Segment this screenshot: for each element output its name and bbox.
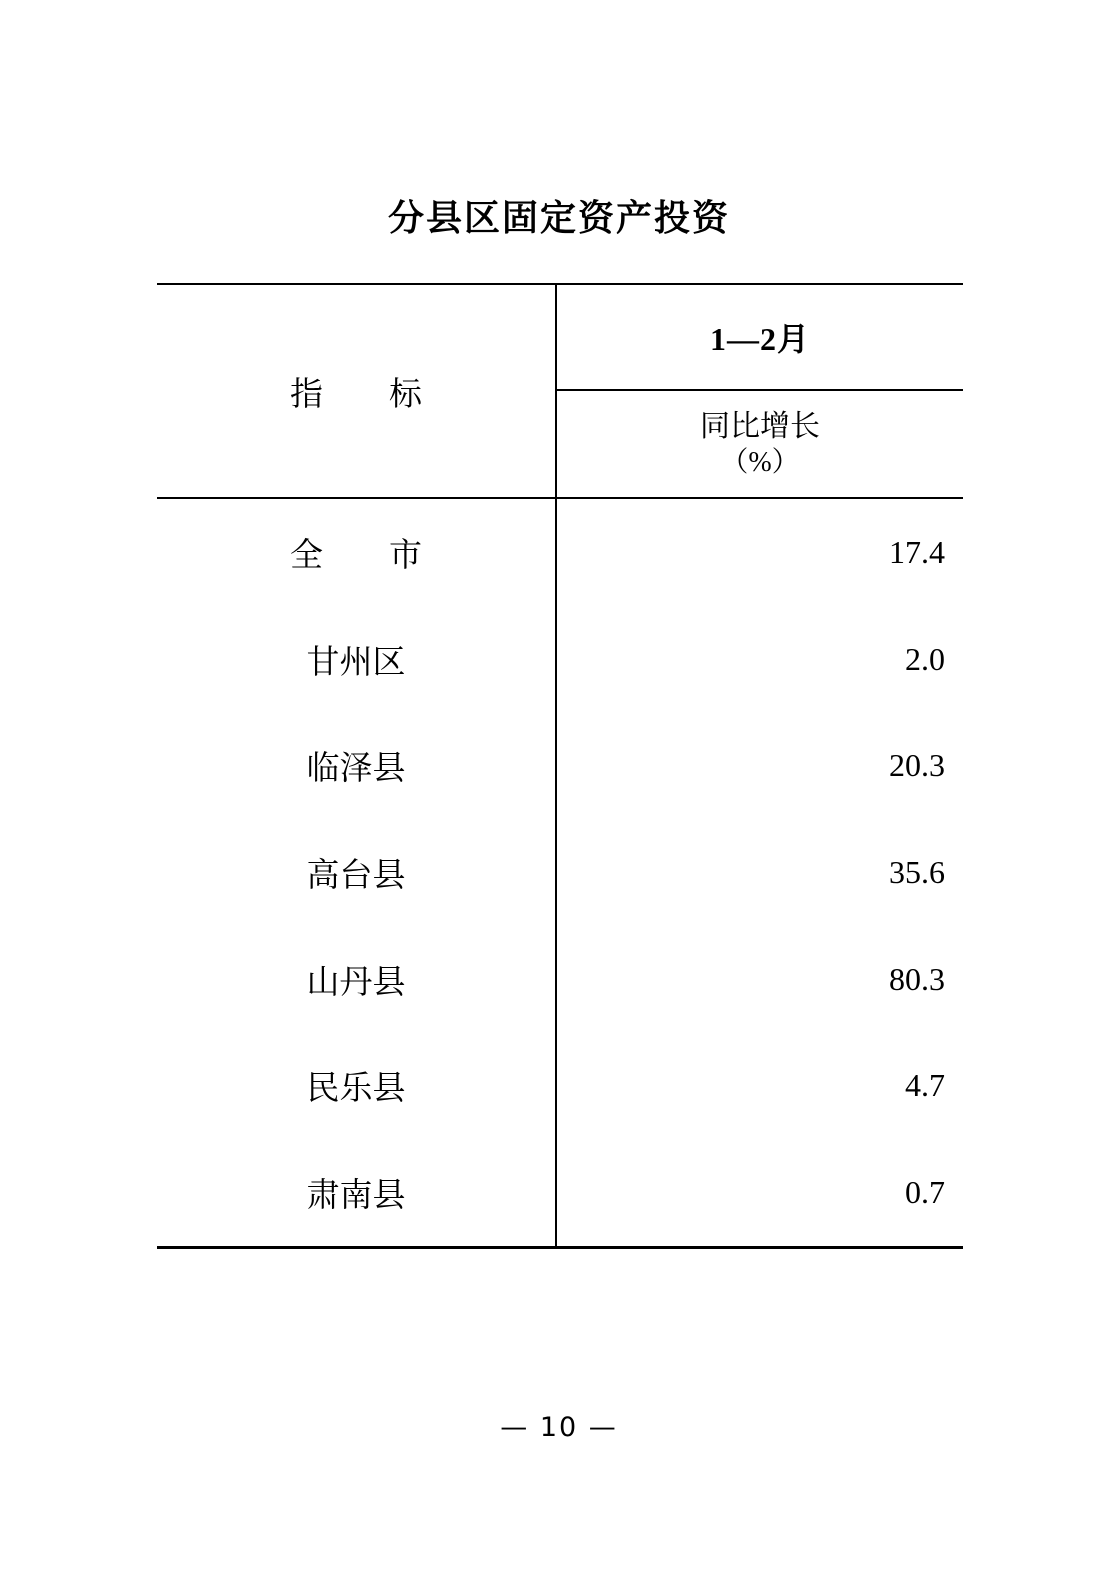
table-row [157, 499, 963, 606]
indicator-header-cell: 指 标 [157, 285, 557, 497]
table-row [157, 1139, 963, 1246]
row-label: 肃南县 [157, 1139, 557, 1246]
page-title: 分县区固定资产投资 [387, 197, 730, 238]
row-value: 80.3 [889, 960, 945, 997]
period-header-group [557, 285, 963, 497]
metric-unit-label: （%） [720, 447, 800, 479]
row-label: 高台县 [157, 819, 557, 926]
row-label: 民乐县 [157, 1032, 557, 1139]
row-value: 0.7 [905, 1173, 945, 1210]
table-header [157, 283, 963, 499]
table-row [157, 1032, 963, 1139]
row-value: 17.4 [889, 533, 945, 570]
row-label: 山丹县 [157, 926, 557, 1033]
period-header-cell: 1—2月 [557, 285, 963, 391]
table-row [157, 606, 963, 713]
row-label: 全 市 [157, 499, 557, 606]
page-number: — 10 — [500, 1412, 618, 1443]
table-row [157, 926, 963, 1033]
row-value: 4.7 [905, 1067, 945, 1104]
table-row [157, 819, 963, 926]
table-row [157, 712, 963, 819]
metric-label: 同比增长 [700, 409, 820, 443]
row-value: 35.6 [889, 853, 945, 890]
row-label: 临泽县 [157, 712, 557, 819]
metric-header-cell [557, 391, 963, 497]
row-label: 甘州区 [157, 606, 557, 713]
row-value: 20.3 [889, 747, 945, 784]
investment-table [157, 283, 963, 1249]
table-body [157, 499, 963, 1249]
row-value: 2.0 [905, 640, 945, 677]
